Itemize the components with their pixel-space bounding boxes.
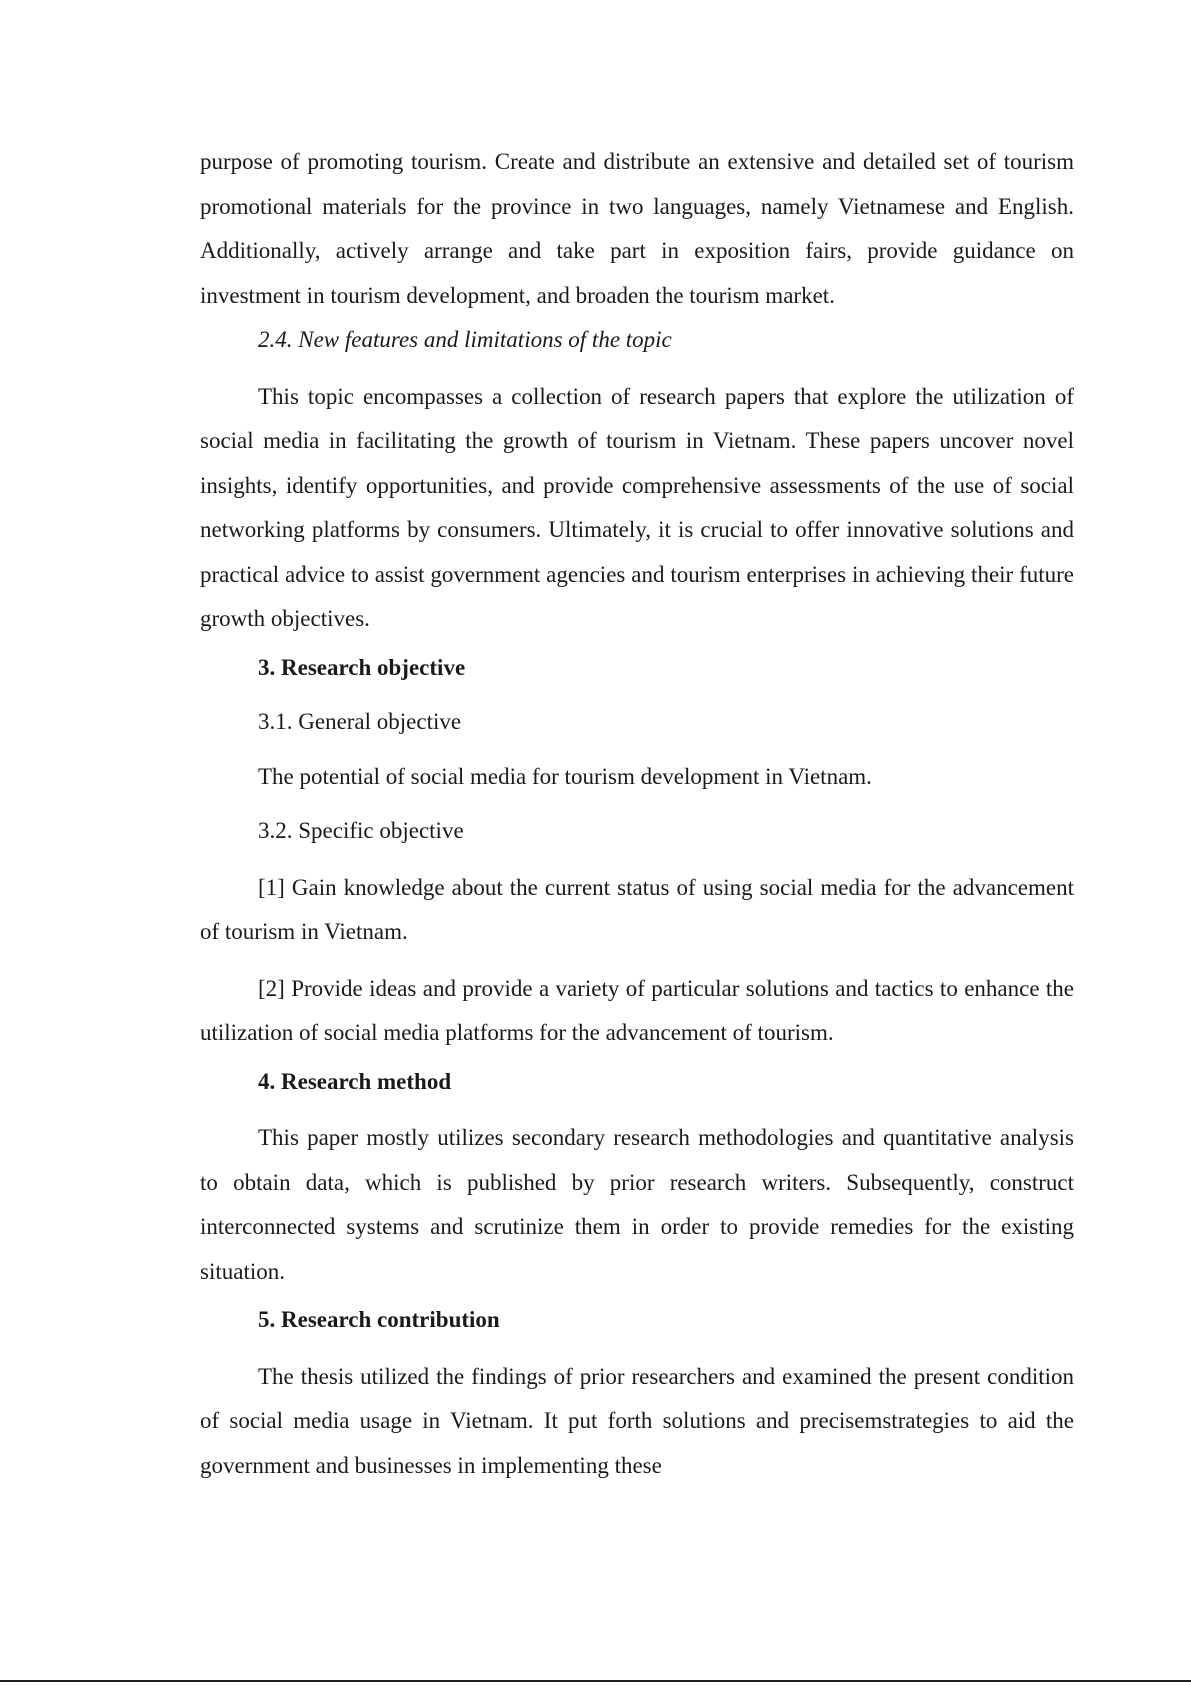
section-3-1-paragraph: The potential of social media for tourism development in Vietnam. bbox=[258, 763, 872, 789]
section-4-heading: 4. Research method bbox=[258, 1068, 452, 1094]
document-page bbox=[200, 140, 1074, 1488]
intro-paragraph: purpose of promoting tourism. Create and distribute an extensive and detailed set of tourism promotional materials for the province in two languages, namely Vietnamese and English. Additionally, actively arrange and take part in exposition fairs, provide guidance on investment in tourism development, and broaden the tourism market. bbox=[200, 149, 1074, 308]
section-3-2-heading: 3.2. Specific objective bbox=[258, 818, 464, 843]
section-5-heading: 5. Research contribution bbox=[258, 1307, 500, 1332]
section-3-heading: 3. Research objective bbox=[258, 654, 466, 680]
objective-2-paragraph: [2] Provide ideas and provide a variety of particular solutions and tactics to enhance the utilization of social media platforms for the advancement of tourism. bbox=[200, 975, 1074, 1045]
page-bottom-rule bbox=[0, 1680, 1191, 1682]
objective-1-paragraph: [1] Gain knowledge about the current status of using social media for the advancement of tourism in Vietnam. bbox=[200, 874, 1074, 944]
section-5-paragraph: The thesis utilized the findings of prior researchers and examined the present condition of social media usage in Vietnam. It put forth solutions and precisemstrategies to aid the government and businesses in implementing these bbox=[200, 1363, 1074, 1478]
section-2-4-heading: 2.4. New features and limitations of the topic bbox=[258, 327, 672, 352]
section-2-4-paragraph: This topic encompasses a collection of research papers that explore the utilization of social media in facilitating the growth of tourism in Vietnam. These papers uncover novel insights, identify opportunities, and provide comprehensive assessments of the use of social networking platforms by consumers. Ultimately, it is crucial to offer innovative solutions and practical advice to assist government agencies and tourism enterprises in achieving their future growth objectives. bbox=[200, 383, 1074, 631]
section-4-paragraph: This paper mostly utilizes secondary research methodologies and quantitative analysis to obtain data, which is published by prior research writers. Subsequently, construct interconnected systems and scrutinize them in order to provide remedies for the existing situation. bbox=[200, 1125, 1074, 1284]
section-3-1-heading: 3.1. General objective bbox=[258, 709, 462, 734]
